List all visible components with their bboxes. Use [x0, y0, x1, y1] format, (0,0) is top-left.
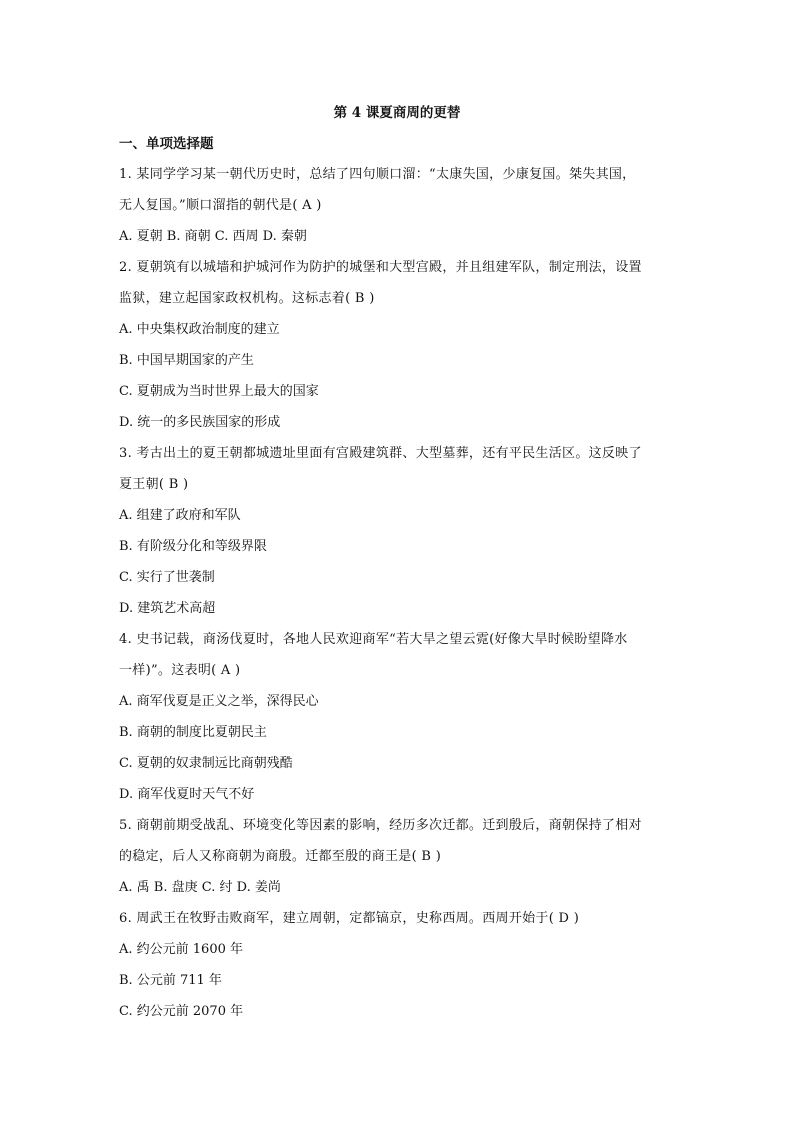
question-6-line-1: 6. 周武王在牧野击败商军，建立周朝，定都镐京，史称西周。西周开始于( D ): [119, 911, 580, 926]
question-3-option-d: D. 建筑艺术高超: [119, 601, 216, 616]
question-3-line-1: 3. 考古出土的夏王朝都城遗址里面有宫殿建筑群、大型墓葬，还有平民生活区。这反映了: [119, 446, 642, 461]
question-6-option-c: C. 约公元前 2070 年: [119, 1004, 244, 1019]
question-2-line-1: 2. 夏朝筑有以城墙和护城河作为防护的城堡和大型宫殿，并且组建军队，制定刑法，设置: [119, 260, 642, 275]
question-3-option-b: B. 有阶级分化和等级界限: [119, 539, 267, 554]
question-1-options: A. 夏朝 B. 商朝 C. 西周 D. 秦朝: [119, 229, 307, 244]
question-4-option-d: D. 商军伐夏时天气不好: [119, 787, 255, 802]
question-2-option-a: A. 中央集权政治制度的建立: [119, 322, 280, 337]
question-2-option-b: B. 中国早期国家的产生: [119, 353, 254, 368]
question-4-option-a: A. 商军伐夏是正义之举，深得民心: [119, 694, 319, 709]
question-1-line-2: 无人复国。”顺口溜指的朝代是( A ): [119, 198, 322, 213]
question-5-options: A. 禹 B. 盘庚 C. 纣 D. 姜尚: [119, 880, 281, 895]
section-heading: 一、单项选择题: [119, 136, 214, 152]
question-5-line-1: 5. 商朝前期受战乱、环境变化等因素的影响，经历多次迁都。迁到殷后，商朝保持了相对: [119, 818, 642, 833]
question-5-line-2: 的稳定，后人又称商朝为商殷。迁都至殷的商王是( B ): [119, 849, 442, 864]
question-4-option-b: B. 商朝的制度比夏朝民主: [119, 725, 267, 740]
question-3-line-2: 夏王朝( B ): [119, 477, 189, 492]
question-3-option-c: C. 实行了世袭制: [119, 570, 215, 585]
question-4-line-2: 一样)”。这表明( A ): [119, 663, 241, 678]
question-2-line-2: 监狱，建立起国家政权机构。这标志着( B ): [119, 291, 375, 306]
question-4-line-1: 4. 史书记载，商汤伐夏时，各地人民欢迎商军“若大旱之望云霓(好像大旱时候盼望降水: [119, 632, 628, 647]
question-4-option-c: C. 夏朝的奴隶制远比商朝残酷: [119, 756, 293, 771]
question-6-option-a: A. 约公元前 1600 年: [119, 942, 244, 957]
question-3-option-a: A. 组建了政府和军队: [119, 508, 241, 523]
question-2-option-d: D. 统一的多民族国家的形成: [119, 415, 281, 430]
question-6-option-b: B. 公元前 711 年: [119, 973, 222, 988]
question-2-option-c: C. 夏朝成为当时世界上最大的国家: [119, 384, 319, 399]
page-title: 第 4 课夏商周的更替: [333, 105, 461, 121]
question-1-line-1: 1. 某同学学习某一朝代历史时，总结了四句顺口溜：“太康失国，少康复国。桀失其国，: [119, 167, 636, 182]
